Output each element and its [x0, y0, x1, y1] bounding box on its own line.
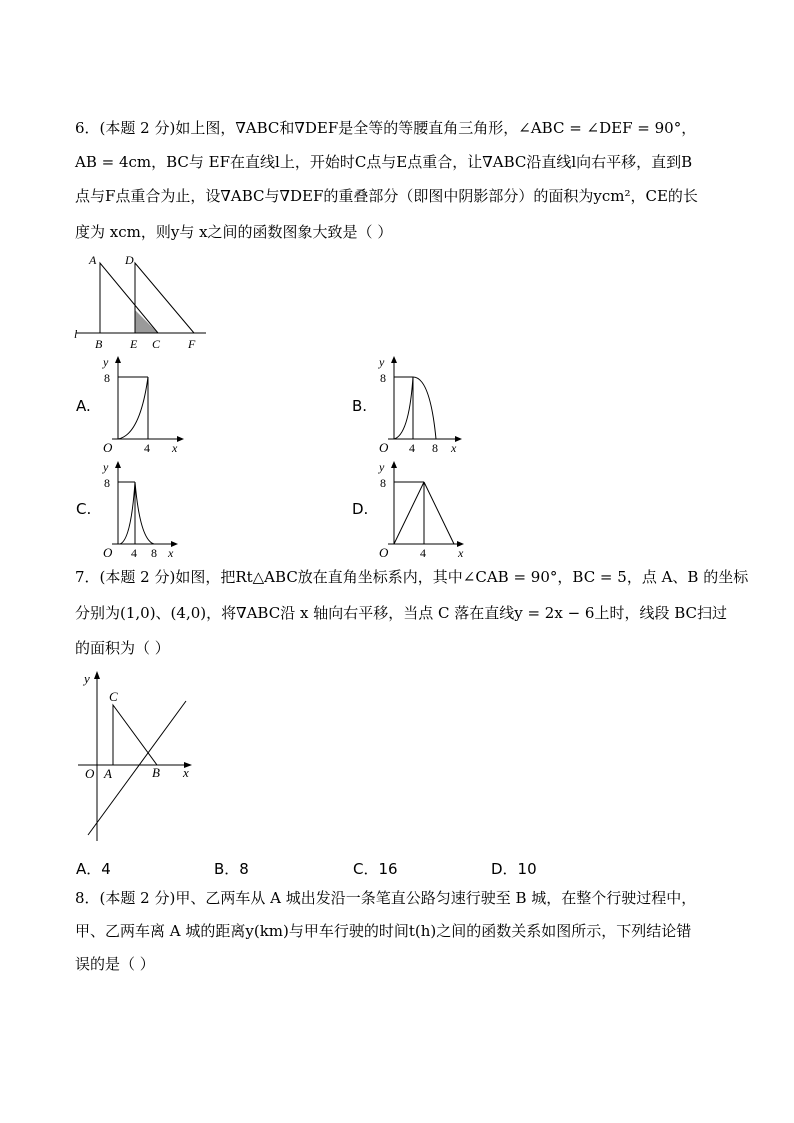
axis-y-label: y	[103, 460, 109, 474]
label-l: l	[74, 327, 78, 341]
option-a-label[interactable]: A.	[76, 397, 91, 415]
origin-label: O	[379, 545, 389, 560]
label-d: D	[125, 253, 134, 267]
option-b-graph[interactable]	[374, 355, 469, 455]
tick-8: 8	[380, 476, 386, 490]
q7-line-3: 的面积为（ ）	[75, 639, 170, 657]
tick-8x: 8	[151, 546, 157, 560]
curve-rise	[394, 377, 413, 439]
origin-label: O	[103, 440, 113, 455]
option-a-graph[interactable]	[98, 355, 188, 455]
label-a: A	[89, 253, 97, 267]
label-e: E	[130, 337, 138, 351]
q6-line-3: 点与F点重合为止，设∇ABC与∇DEF的重叠部分（即图中阴影部分）的面积为ycm²，CE的长	[75, 187, 698, 205]
q7-answer-c[interactable]: C．16	[353, 860, 398, 878]
origin-label: O	[103, 545, 113, 560]
tick-4: 4	[144, 441, 150, 455]
triangle-abc	[113, 705, 157, 765]
option-c-label[interactable]: C.	[76, 500, 92, 518]
tick-4: 4	[420, 546, 426, 560]
label-a: A	[104, 766, 112, 781]
axis-y-label: y	[103, 355, 109, 369]
tick-8: 8	[104, 371, 110, 385]
axis-x-label: x	[172, 441, 178, 455]
option-b-label[interactable]: B.	[352, 397, 368, 415]
curve	[118, 377, 148, 439]
q8-line-1: 8．(本题 2 分)甲、乙两车从 A 城出发沿一条笔直公路匀速行驶至 B 城，在整个行驶过程中，	[75, 889, 697, 907]
tick-8x: 8	[432, 441, 438, 455]
option-d-graph[interactable]	[374, 460, 469, 560]
label-b: B	[152, 765, 160, 780]
q7-line-2: 分别为(1,0)、(4,0)，将∇ABC沿 x 轴向右平移，当点 C 落在直线y = 2x − 6上时，线段 BC扫过	[75, 604, 727, 622]
y-arrow-icon	[115, 356, 121, 363]
tick-8: 8	[380, 371, 386, 385]
label-x: x	[183, 765, 189, 780]
axis-y-label: y	[379, 460, 385, 474]
x-arrow-icon	[177, 436, 184, 442]
option-c-graph[interactable]	[98, 460, 188, 560]
curve-fall	[135, 482, 154, 544]
label-c: C	[152, 337, 161, 351]
fall-segment	[424, 482, 454, 544]
y-arrow-icon	[94, 671, 100, 679]
label-f: F	[188, 337, 196, 351]
label-y: y	[84, 671, 90, 686]
q6-triangles-figure	[70, 250, 210, 350]
q8-line-2: 甲、乙两车离 A 城的距离y(km)与甲车行驶的时间t(h)之间的函数关系如图所示，下列结论错	[75, 922, 692, 940]
label-c: C	[109, 689, 118, 704]
y-arrow-icon	[391, 461, 397, 468]
origin-label: O	[379, 440, 389, 455]
tick-4: 4	[409, 441, 415, 455]
tick-8: 8	[104, 476, 110, 490]
triangle-abc	[100, 263, 158, 333]
q7-coordinate-figure	[76, 665, 206, 845]
q6-line-1: 6．(本题 2 分)如上图，∇ABC和∇DEF是全等的等腰直角三角形，∠ABC = ∠DEF = 90°，	[75, 119, 697, 137]
tick-4: 4	[131, 546, 137, 560]
q8-line-3: 误的是（ ）	[75, 955, 155, 973]
y-arrow-icon	[115, 461, 121, 468]
label-o: O	[85, 766, 95, 781]
line-y-2x-6	[88, 701, 186, 835]
q7-answer-a[interactable]: A．4	[76, 860, 111, 878]
q6-line-4: 度为 xcm，则y与 x之间的函数图象大致是（ ）	[75, 223, 393, 241]
label-b: B	[95, 337, 103, 351]
q7-answer-b[interactable]: B．8	[214, 860, 249, 878]
option-d-label[interactable]: D.	[352, 500, 369, 518]
y-arrow-icon	[391, 356, 397, 363]
axis-y-label: y	[379, 355, 385, 369]
q7-answer-d[interactable]: D．10	[491, 860, 537, 878]
q6-line-2: AB = 4cm，BC与 EF在直线l上，开始时C点与E点重合，让∇ABC沿直线l向右平移，直到B	[75, 153, 693, 171]
axis-x-label: x	[451, 441, 457, 455]
rise-segment	[394, 482, 424, 544]
curve-fall	[413, 377, 436, 439]
q7-line-1: 7．(本题 2 分)如图，把Rt△ABC放在直角坐标系内，其中∠CAB = 90°，BC = 5，点 A、B 的坐标	[75, 568, 749, 586]
curve-rise	[120, 482, 135, 544]
axis-x-label: x	[168, 546, 174, 560]
axis-x-label: x	[458, 546, 464, 560]
